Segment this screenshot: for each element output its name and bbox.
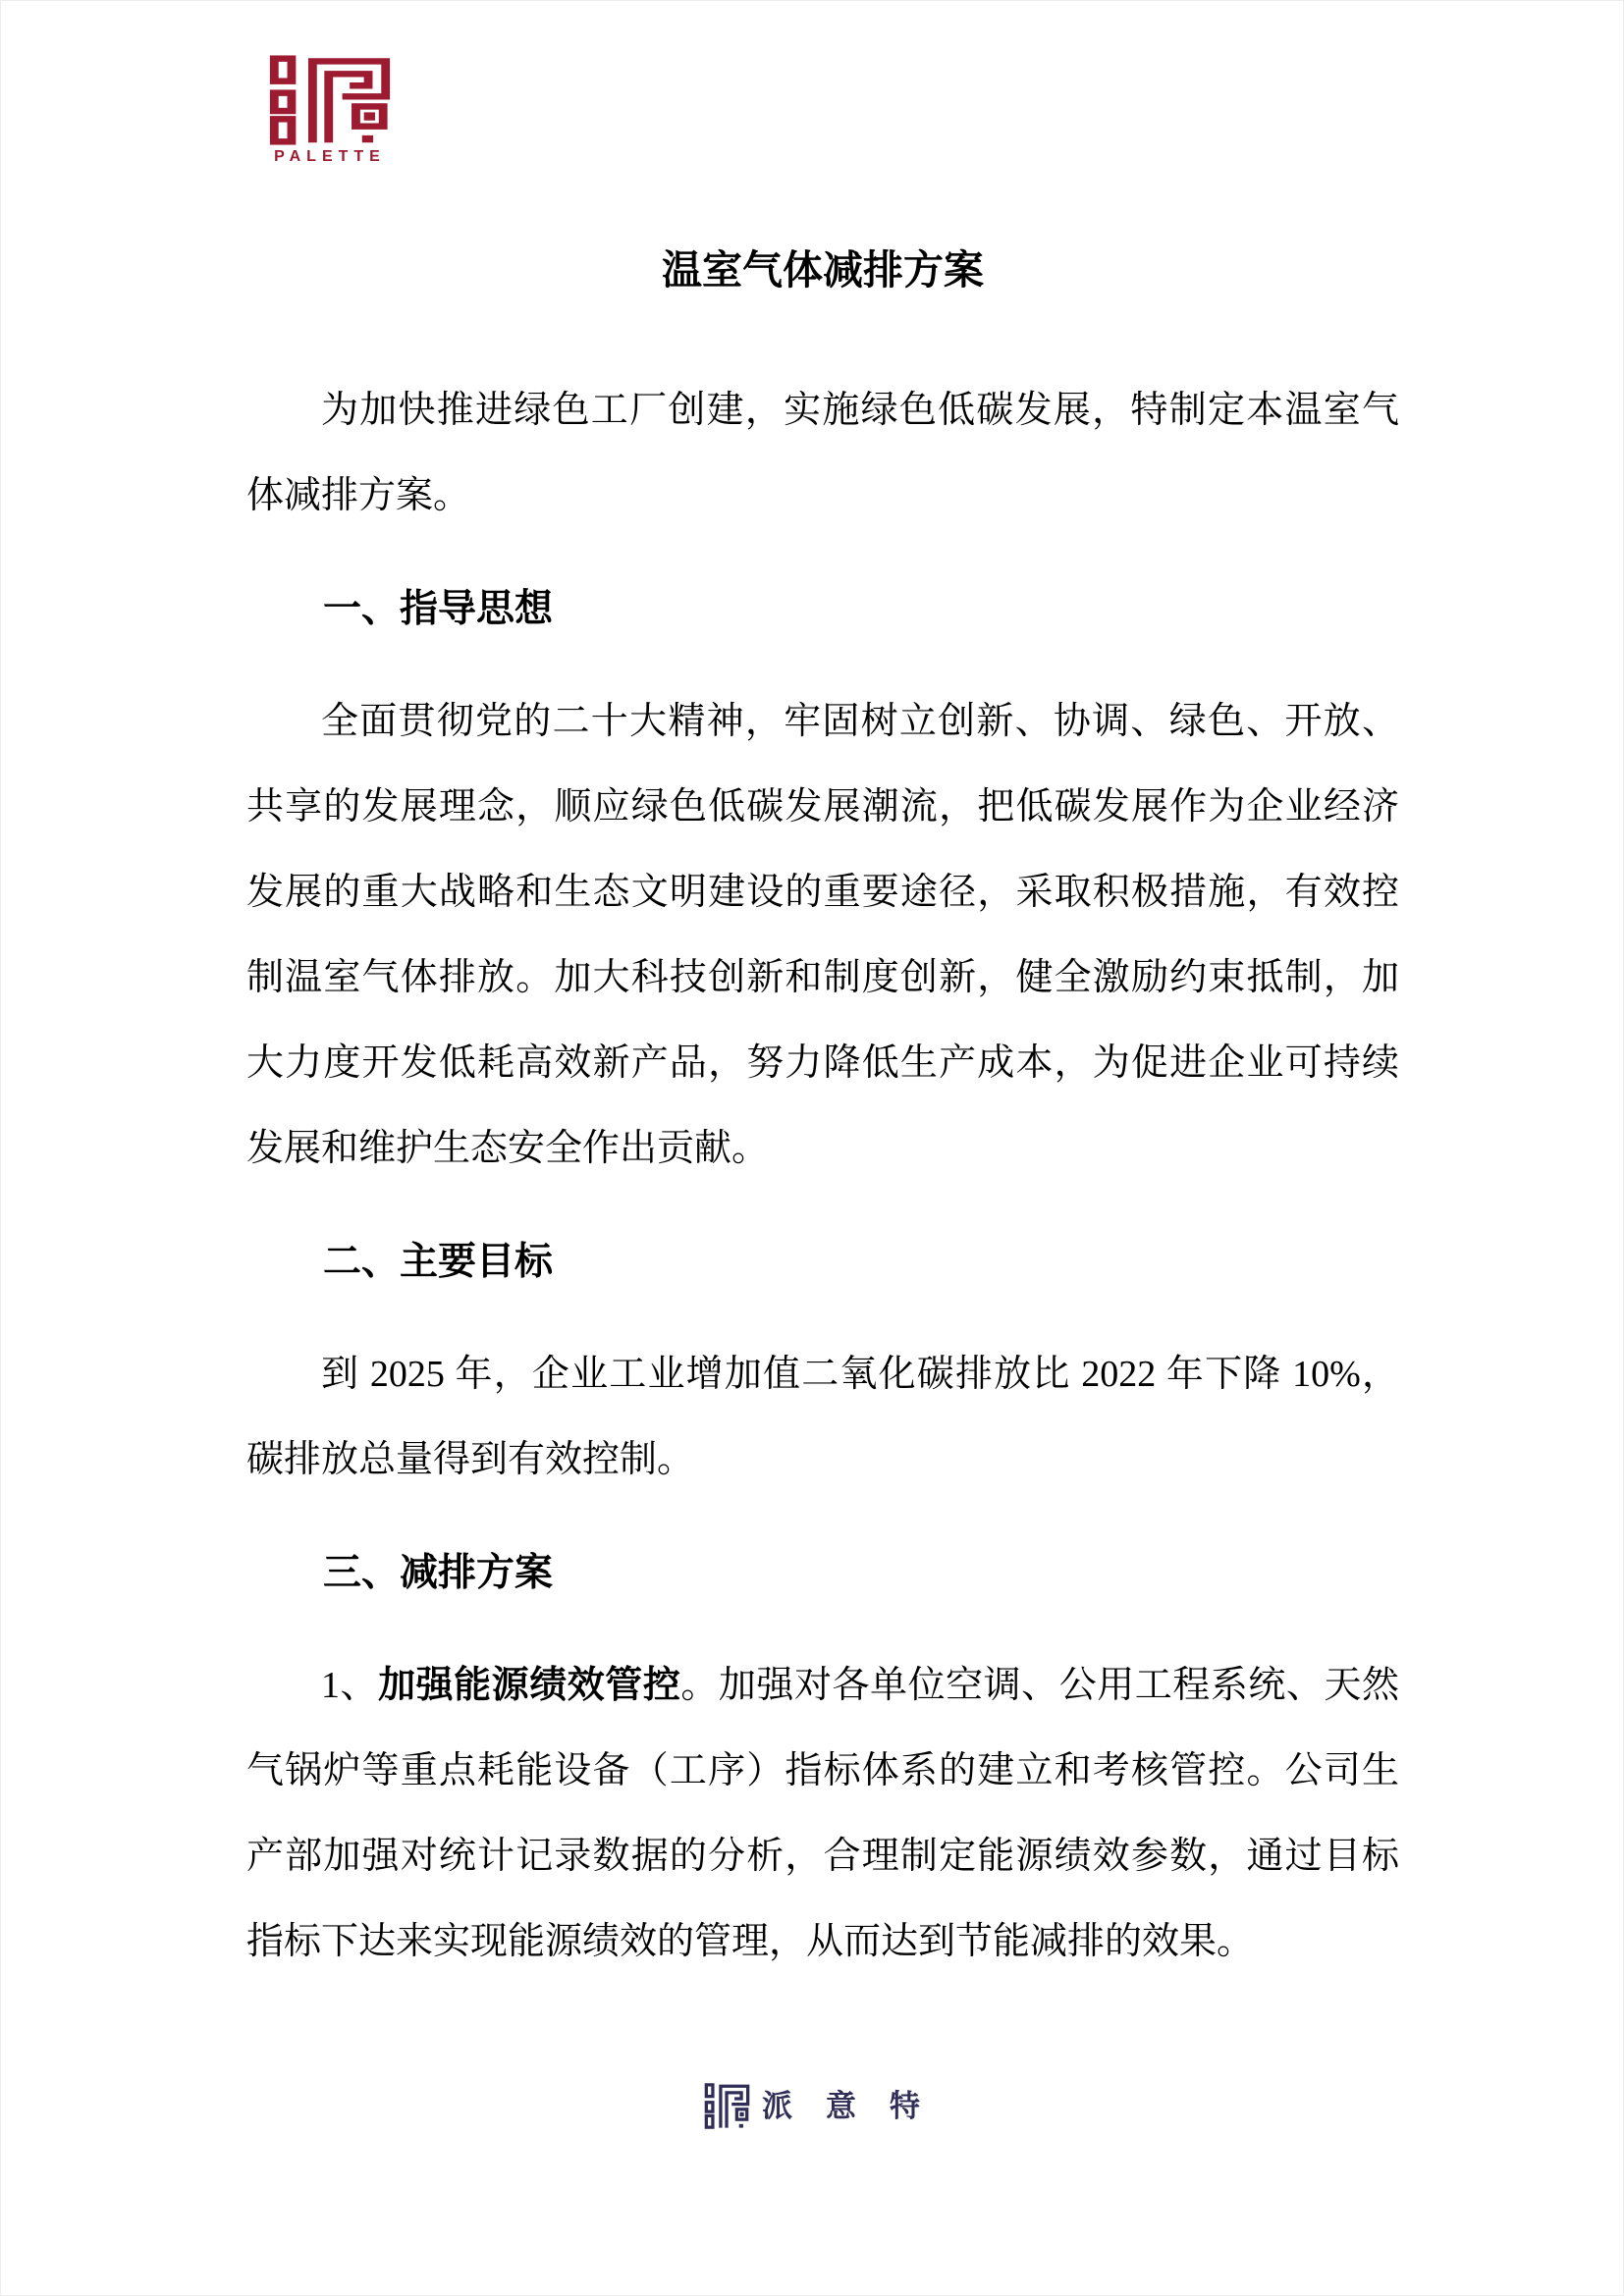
section-heading-2: 二、主要目标: [323, 1241, 554, 1283]
intro-paragraph: 为加快推进绿色工厂创建，实施绿色低碳发展，特制定本温室气体减排方案。: [246, 390, 1399, 516]
section-3-item-1: [246, 1643, 1399, 1985]
footer-brand: [0, 2083, 1624, 2129]
item-lead-bold: 加强能源绩效管控: [378, 1665, 681, 1706]
palette-maze-footer-icon: [704, 2083, 750, 2129]
item-number: 1、: [321, 1665, 379, 1706]
section-heading-1: 一、指导思想: [323, 588, 554, 630]
footer-brand-name: 派意特: [762, 2089, 953, 2123]
header-brand-logo: [267, 55, 393, 166]
document-title: 温室气体减排方案: [662, 247, 984, 293]
section-2-paragraph: 到 2025 年，企业工业增加值二氧化碳排放比 2022 年下降 10%，碳排放总量得到有效控制。: [246, 1354, 1399, 1480]
brand-wordmark: PALETTE: [274, 148, 386, 165]
item-body-text: 。加强对各单位空调、公用工程系统、天然气锅炉等重点耗能设备（工序）指标体系的建立和考核管控。公司生产部加强对统计记录数据的分析，合理制定能源绩效参数，通过目标指标下达来实现能源绩效的管理，从而达到节能减排的效果。: [246, 1665, 1399, 1962]
section-1-paragraph: 全面贯彻党的二十大精神，牢固树立创新、协调、绿色、开放、共享的发展理念，顺应绿色低碳发展潮流，把低碳发展作为企业经济发展的重大战略和生态文明建设的重要途径，采取积极措施，有效控制温室气体排放。加大科技创新和制度创新，健全激励约束抵制，加大力度开发低耗高效新产品，努力降低生产成本，为促进企业可持续发展和维护生态安全作出贡献。: [246, 701, 1399, 1169]
palette-maze-icon: [268, 55, 392, 145]
section-heading-3: 三、减排方案: [323, 1552, 554, 1594]
